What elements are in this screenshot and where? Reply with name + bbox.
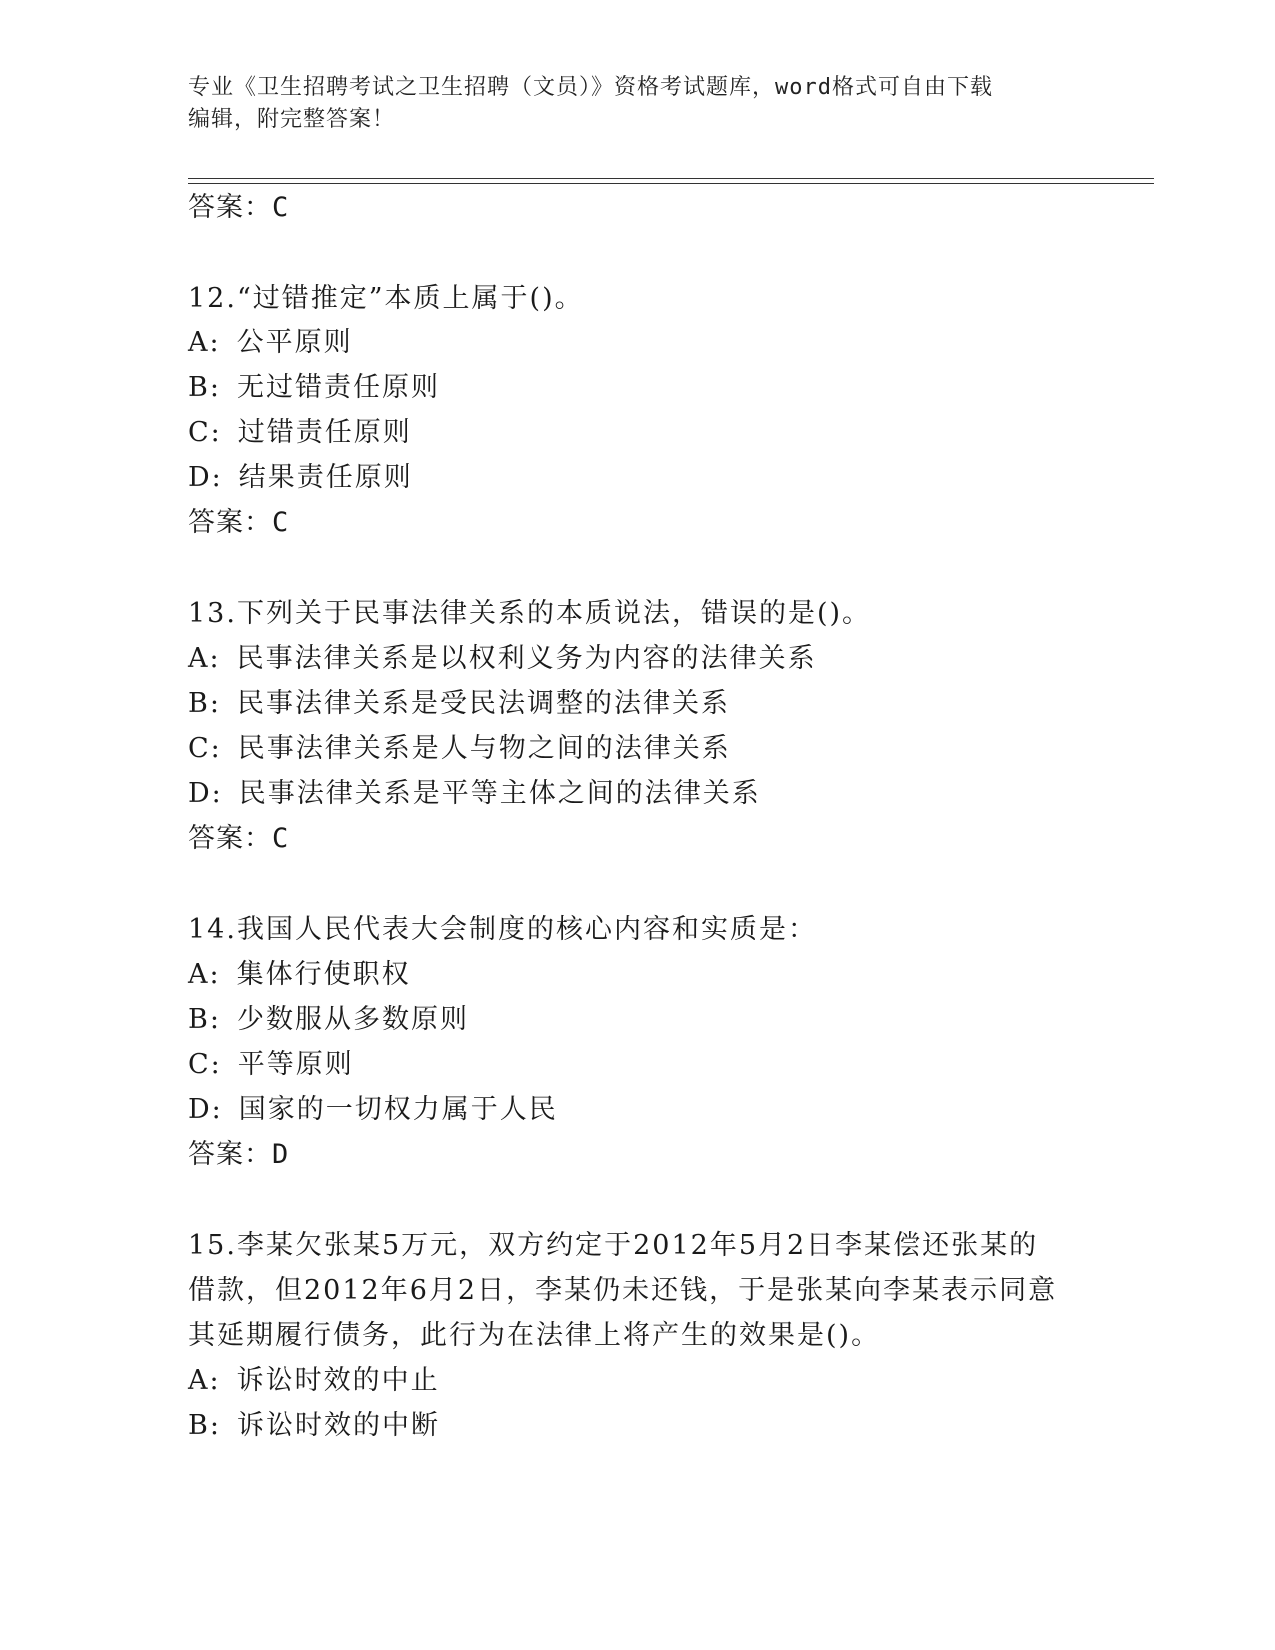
question-13-answer: 答案：C [188,823,290,854]
option-text: 民事法律关系是受民法调整的法律关系 [236,688,730,719]
option-text: 无过错责任原则 [236,372,440,403]
option-letter: B: [188,1410,221,1441]
option-text: 少数服从多数原则 [236,1004,469,1035]
question-15-option-a [188,1364,440,1398]
option-letter: C: [188,733,222,764]
question-12-answer: 答案：C [188,507,290,538]
question-13-option-b [188,687,730,721]
question-14-stem: 14.我国人民代表大会制度的核心内容和实质是： [188,914,817,945]
question-15-stem-line-2: 借款，但2012年6月2日，李某仍未还钱，于是张某向李某表示同意 [188,1275,1058,1306]
question-15-option-b [188,1409,440,1443]
header-divider-top [188,178,1154,179]
answer-11: 答案：C [188,192,290,223]
question-13-option-c [188,732,731,766]
question-14-option-b [188,1003,469,1037]
option-text: 过错责任原则 [237,417,412,448]
option-letter: A: [188,327,221,358]
option-letter: B: [188,688,221,719]
option-letter: A: [188,959,221,990]
document-header [188,72,1088,136]
option-text: 国家的一切权力属于人民 [238,1094,558,1125]
question-15-stem-line-1: 15.李某欠张某5万元，双方约定于2012年5月2日李某偿还张某的 [188,1230,1039,1261]
option-text: 结果责任原则 [238,462,413,493]
header-divider-bottom [188,183,1154,184]
question-12-stem: 12.“过错推定”本质上属于()。 [188,283,584,314]
question-14-option-c [188,1048,354,1082]
option-letter: A: [188,643,221,674]
option-text: 诉讼时效的中止 [236,1365,440,1396]
question-13-option-d [188,777,761,811]
question-12-option-a [188,326,353,360]
header-line-2: 编辑，附完整答案！ [188,107,396,132]
option-text: 民事法律关系是以权利义务为内容的法律关系 [236,643,817,674]
option-letter: C: [188,1049,222,1080]
option-text: 公平原则 [236,327,353,358]
option-letter: A: [188,1365,221,1396]
question-13-option-a [188,642,817,676]
option-letter: B: [188,372,221,403]
question-13-stem: 13.下列关于民事法律关系的本质说法，错误的是()。 [188,598,872,629]
option-letter: C: [188,417,222,448]
header-line-1: 专业《卫生招聘考试之卫生招聘（文员）》资格考试题库，word格式可自由下载 [188,75,993,100]
option-text: 民事法律关系是平等主体之间的法律关系 [238,778,761,809]
question-14-option-d [188,1093,558,1127]
option-letter: D: [188,778,223,809]
option-text: 民事法律关系是人与物之间的法律关系 [237,733,731,764]
question-12-option-b [188,371,440,405]
question-15-stem-line-3: 其延期履行债务，此行为在法律上将产生的效果是()。 [188,1320,881,1351]
option-letter: D: [188,462,223,493]
option-text: 平等原则 [237,1049,354,1080]
option-text: 诉讼时效的中断 [236,1410,440,1441]
question-14-answer: 答案：D [188,1139,290,1170]
option-letter: B: [188,1004,221,1035]
question-12-option-c [188,416,412,450]
question-14-option-a [188,958,411,992]
option-letter: D: [188,1094,223,1125]
option-text: 集体行使职权 [236,959,411,990]
question-12-option-d [188,461,413,495]
